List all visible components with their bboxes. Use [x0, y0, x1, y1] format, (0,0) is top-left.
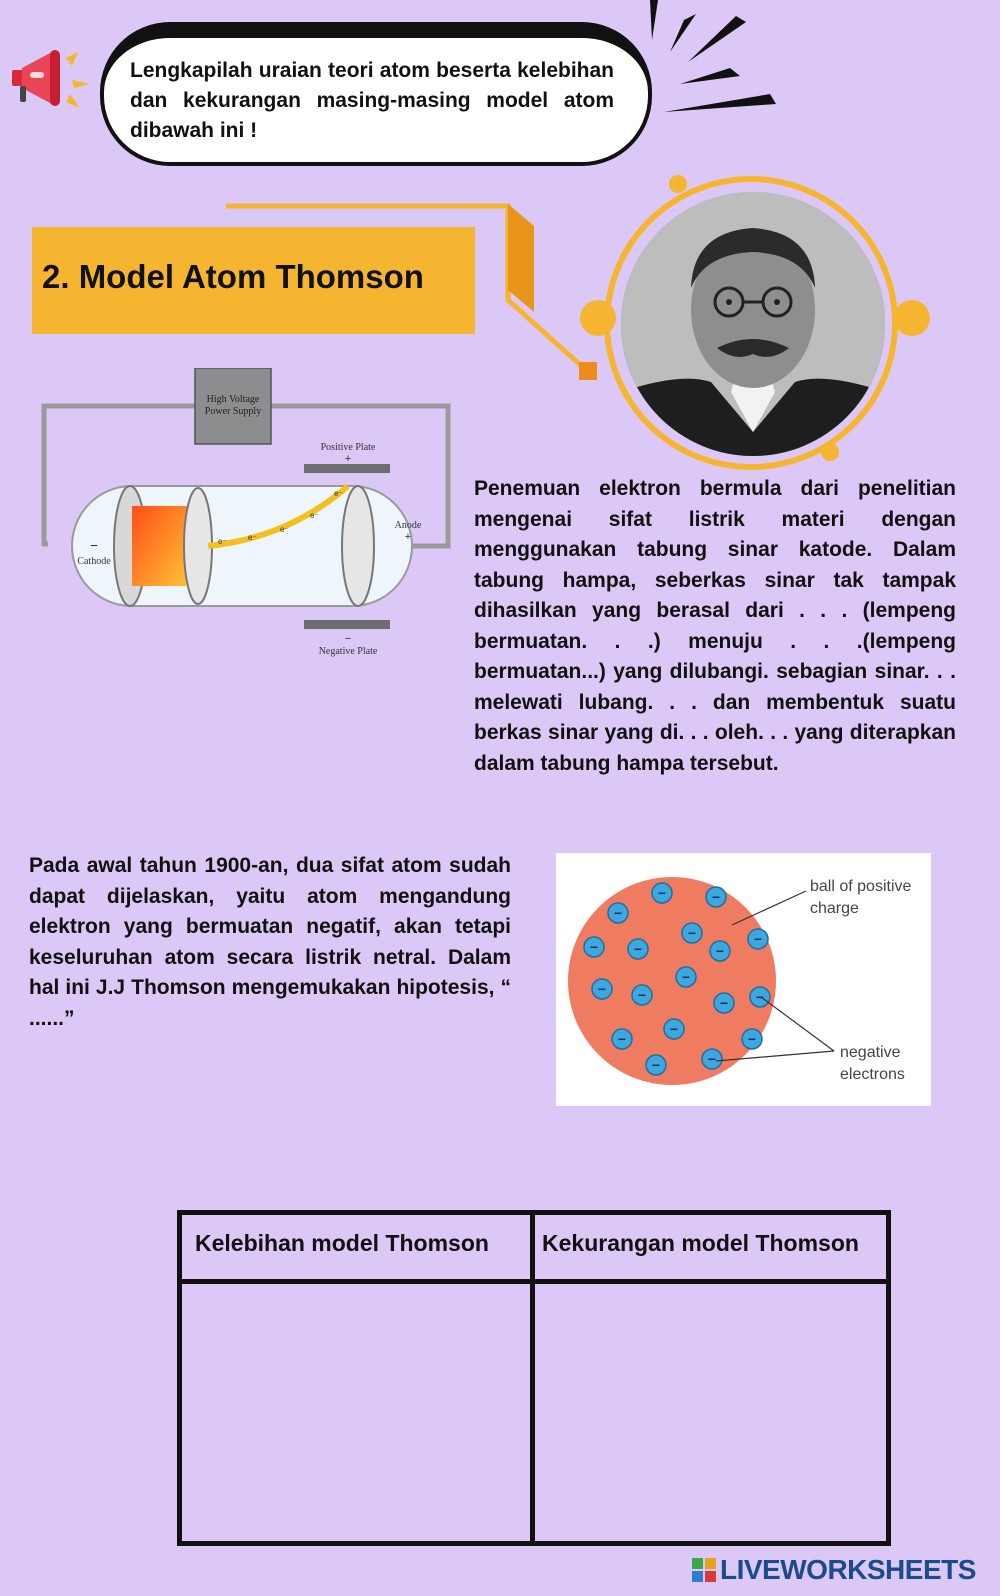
positive-plate-sign: + — [344, 453, 352, 465]
plum-pudding-model — [556, 853, 931, 1106]
electron-sign: − — [747, 1031, 757, 1047]
electron-sign: − — [589, 939, 599, 955]
negative-electrons-label-2: electrons — [840, 1066, 905, 1083]
instruction-text: Lengkapilah uraian teori atom beserta kelebihan dan kekurangan masing-masing model atom dibawah ini ! — [130, 59, 614, 142]
positive-plate — [304, 464, 390, 473]
electron-sign: − — [711, 889, 721, 905]
electron-sign: − — [687, 925, 697, 941]
connector-decoration — [224, 200, 604, 390]
brand-logo — [692, 1554, 976, 1586]
electron-sign: − — [613, 905, 623, 921]
electron-sign: − — [637, 987, 647, 1003]
electron-sign: − — [669, 1021, 679, 1037]
electron-label: e⁻ — [248, 533, 257, 542]
electron-sign: − — [633, 941, 643, 957]
brand-name: LIVEWORKSHEETS — [720, 1554, 976, 1585]
anode-label: Anode — [394, 520, 422, 531]
negative-plate-sign: − — [344, 633, 352, 645]
cathode-ray-tube-diagram — [38, 368, 458, 658]
electron-label: e⁻ — [280, 525, 289, 534]
megaphone-icon — [8, 44, 94, 114]
page-title: 2. Model Atom Thomson — [42, 258, 424, 295]
burst-lines-icon — [640, 0, 800, 120]
answer-cell-kekurangan[interactable] — [535, 1284, 886, 1541]
electron-sign: − — [617, 1031, 627, 1047]
positive-charge-label: ball of positive — [810, 878, 912, 895]
negative-plate-label: Negative Plate — [318, 646, 378, 657]
electron-sign: − — [715, 943, 725, 959]
thomson-portrait — [621, 192, 885, 456]
answer-cell-kelebihan[interactable] — [182, 1284, 530, 1541]
cathode-label: Cathode — [77, 556, 111, 567]
cathode-ray-paragraph: Penemuan elektron bermula dari penelitian mengenai sifat listrik materi dengan menggunakan tabung sinar katode. Dalam tabung hampa, seberkas sinar tak tampak dihasilkan yang berasal dari . . . (lempeng bermuatan. . .) menuju . . .(lempeng bermuatan...) yang dilubangi. sebagian sinar. . . melewati lubang. . . dan membentuk suatu berkas sinar yang di. . . oleh. . . yang diterapkan dalam tabung hampa tersebut. — [474, 477, 956, 775]
electron-sign: − — [651, 1057, 661, 1073]
electron-sign: − — [707, 1051, 717, 1067]
electron-label: e⁻ — [310, 511, 319, 520]
negative-plate — [304, 620, 390, 629]
negative-electrons-label: negative — [840, 1044, 901, 1061]
electron-sign: − — [657, 885, 667, 901]
electron-sign: − — [755, 989, 765, 1005]
power-supply-label-2: Power Supply — [204, 406, 262, 417]
electron-sign: − — [753, 931, 763, 947]
electron-sign: − — [719, 995, 729, 1011]
table-header-kelebihan: Kelebihan model Thomson — [195, 1230, 489, 1256]
positive-charge-label-2: charge — [810, 900, 859, 917]
electron-label: e⁻ — [218, 537, 227, 546]
table-header-kekurangan: Kekurangan model Thomson — [542, 1230, 859, 1256]
cathode-sign: − — [90, 538, 98, 553]
positive-plate-label: Positive Plate — [320, 442, 376, 453]
anode-sign: + — [404, 531, 412, 543]
power-supply-label: High Voltage — [206, 394, 260, 405]
electron-label: e⁻ — [334, 489, 343, 498]
electron-sign: − — [597, 981, 607, 997]
hypothesis-paragraph: Pada awal tahun 1900-an, dua sifat atom sudah dapat dijelaskan, yaitu atom mengandung elektron yang bermuatan negatif, akan tetapi keseluruhan atom secara listrik netral. Dalam hal ini J.J Thomson mengemukakan hipotesis, “ ......” — [29, 854, 511, 1030]
liveworksheets-logo-icon — [692, 1558, 716, 1582]
electron-sign: − — [681, 969, 691, 985]
